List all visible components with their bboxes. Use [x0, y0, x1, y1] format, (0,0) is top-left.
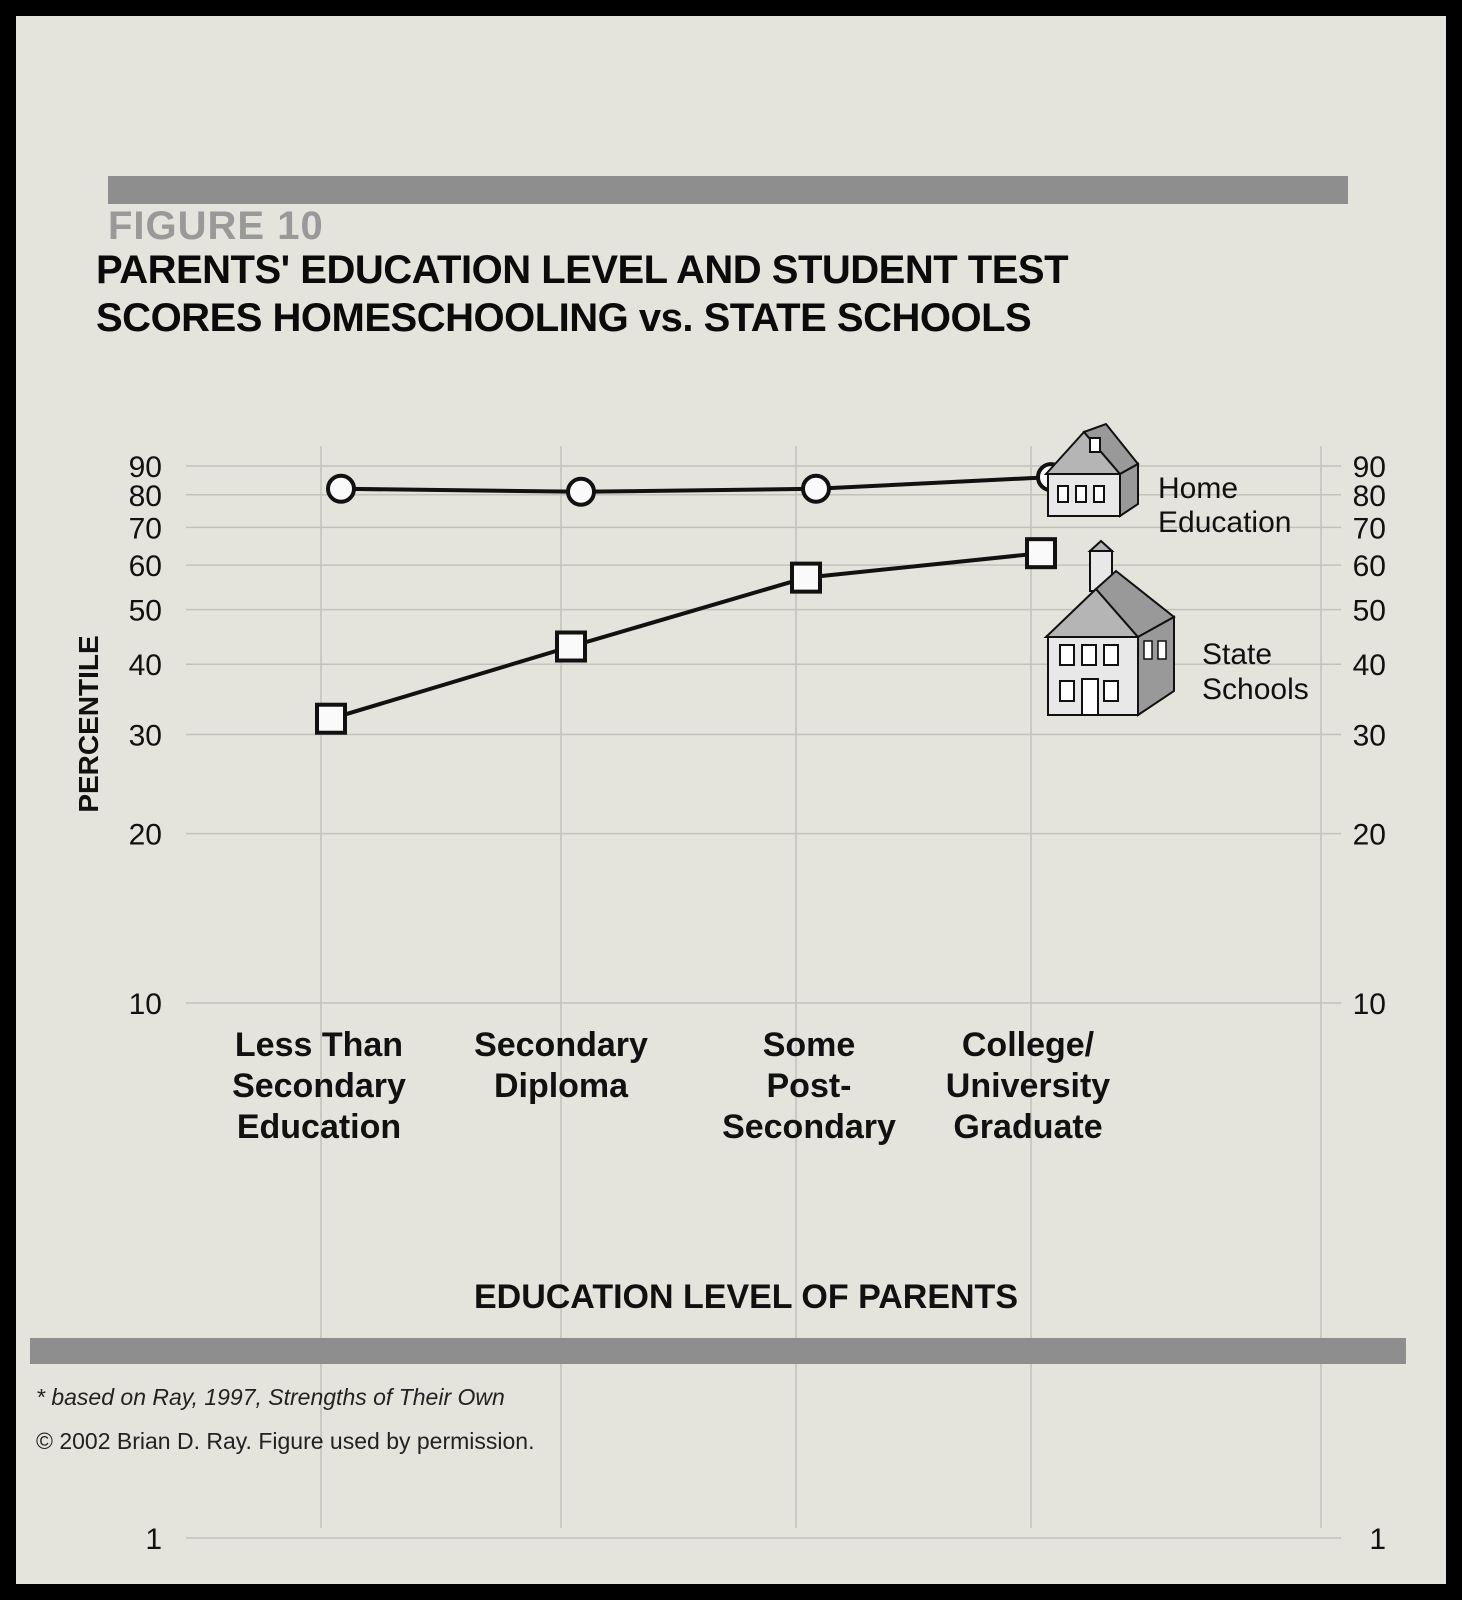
- school-tower-roof: [1090, 541, 1112, 551]
- y-tick-right-80: 80: [1352, 479, 1386, 513]
- y-tick-right-70: 70: [1352, 512, 1386, 546]
- x-axis-label: EDUCATION LEVEL OF PARENTS: [473, 1278, 1019, 1316]
- title-line-2: SCORES HOMESCHOOLING vs. STATE SCHOOLS: [96, 296, 1032, 340]
- copyright-note: © 2002 Brian D. Ray. Figure used by permission.: [36, 1428, 535, 1454]
- y-tick-right-20: 20: [1352, 818, 1386, 852]
- bottom-band: [30, 1338, 1406, 1364]
- x-tick-label-3-2: Graduate: [953, 1108, 1103, 1146]
- x-tick-label-2-1: Post-: [766, 1067, 852, 1105]
- y-tick-right-1: 1: [1369, 1523, 1386, 1556]
- school-window-lower-0: [1060, 681, 1074, 701]
- x-tick-label-0-2: Education: [236, 1108, 402, 1146]
- home-point-2: [803, 476, 829, 502]
- legend-home-line-0: Home: [1158, 472, 1239, 505]
- x-tick-label-2-2: Secondary: [722, 1108, 896, 1146]
- y-tick-left-30: 30: [128, 719, 162, 753]
- y-tick-left-1: 1: [145, 1523, 162, 1556]
- y-tick-right-50: 50: [1352, 594, 1386, 628]
- y-tick-right-60: 60: [1352, 550, 1386, 584]
- school-window-upper-1: [1082, 645, 1096, 665]
- y-tick-left-70: 70: [128, 512, 162, 546]
- y-tick-right-30: 30: [1352, 719, 1386, 753]
- home-house-side: [1120, 464, 1138, 516]
- series-line-1: [331, 553, 1041, 719]
- state-point-0: [317, 705, 345, 733]
- x-tick-label-1-1: Diploma: [493, 1067, 629, 1105]
- y-tick-left-60: 60: [128, 550, 162, 584]
- school-window-upper-2: [1104, 645, 1118, 665]
- state-point-2: [792, 564, 820, 592]
- y-tick-right-40: 40: [1352, 649, 1386, 683]
- legend-home-line-1: Education: [1158, 506, 1292, 539]
- x-tick-label-2-0: Some: [762, 1026, 856, 1064]
- school-window-upper-0: [1060, 645, 1074, 665]
- x-tick-label-0-0: Less Than: [234, 1026, 404, 1064]
- home-point-1: [568, 479, 594, 505]
- y-tick-left-90: 90: [128, 451, 162, 484]
- y-tick-left-10: 10: [128, 988, 162, 1021]
- series-line-0: [341, 477, 1051, 492]
- school-door: [1082, 679, 1098, 715]
- home-house-icon: [1046, 424, 1138, 516]
- home-house-window-1: [1076, 486, 1086, 502]
- school-side-window-0: [1144, 641, 1152, 659]
- school-building-icon: [1046, 541, 1174, 715]
- y-tick-left-40: 40: [128, 649, 162, 683]
- state-point-1: [557, 633, 585, 661]
- y-tick-right-10: 10: [1352, 988, 1386, 1021]
- y-tick-right-90: 90: [1352, 451, 1386, 484]
- x-tick-label-1-0: Secondary: [474, 1026, 648, 1064]
- source-note: * based on Ray, 1997, Strengths of Their Own: [36, 1384, 505, 1410]
- y-tick-left-50: 50: [128, 594, 162, 628]
- home-point-0: [328, 476, 354, 502]
- state-point-3: [1027, 539, 1055, 567]
- home-house-window-0: [1058, 486, 1068, 502]
- figure-label: FIGURE 10: [108, 204, 324, 248]
- x-tick-label-3-1: University: [945, 1067, 1111, 1105]
- y-axis-label: PERCENTILE: [73, 635, 104, 813]
- home-house-window-2: [1094, 486, 1104, 502]
- x-tick-label-0-1: Secondary: [232, 1067, 406, 1105]
- y-tick-left-20: 20: [128, 818, 162, 852]
- school-side-window-1: [1158, 641, 1166, 659]
- home-house-attic-window: [1090, 438, 1100, 452]
- legend-state-line-0: State: [1202, 638, 1273, 671]
- x-tick-label-3-0: College/: [961, 1026, 1095, 1064]
- school-window-lower-1: [1104, 681, 1118, 701]
- figure-page: [16, 16, 1446, 1584]
- title-line-1: PARENTS' EDUCATION LEVEL AND STUDENT TEST: [96, 248, 1069, 292]
- legend-state-line-1: Schools: [1202, 673, 1309, 706]
- y-tick-left-80: 80: [128, 479, 162, 513]
